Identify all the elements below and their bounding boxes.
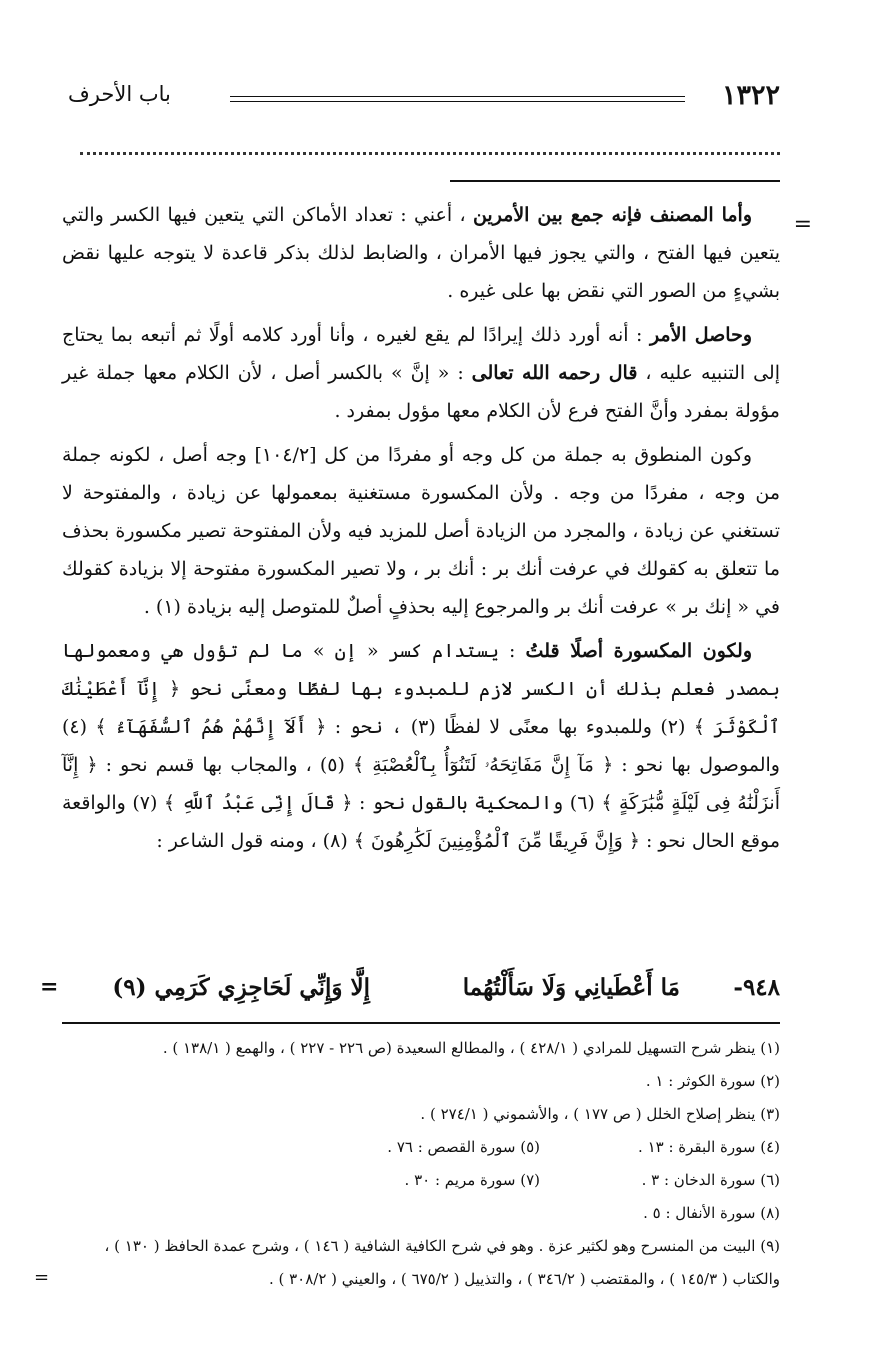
- footnote-3: (٣) ينظر إصلاح الخلل ( ص ١٧٧ ) ، والأشموني ( ٢٧٤/١ ) .: [420, 1105, 780, 1123]
- running-title: باب الأحرف: [68, 82, 171, 106]
- footnote-5: (٥) سورة القصص : ٧٦ .: [387, 1138, 540, 1156]
- poetry-verse: [40, 974, 780, 1014]
- paragraph-text: : أنه أورد ذلك إيرادًا لم يقع لغيره ، وأنا أورد كلامه أولًا ثم أتبعه بما يحتاج إلى التنبيه عليه ،: [62, 324, 780, 384]
- paragraph-text: وكون المنطوق به جملة من كل وجه أو مفردًا من كل [١٠٤/٢] وجه أصل ، لكونه جملة من وجه ، مفردًا من وجه . ولأن المكسورة مستغنية بمعمولها عن زيادة ، والمفتوحة لا تستغني عن زيادة ، والمجرد من الزيادة أصل للمزيد فيه ولأن المفتوحة تصير مكسورة بحذف ما تتعلق به كقولك في عرفت أنك بر : أنك بر ، ولا تصير المكسورة مفتوحة إلا بزيادة كقولك في « إنك بر » عرفت أنك بر والمرجوع إليه بحذفٍ أصلٌ للمتوصل إليه بزيادة (١) .: [62, 444, 780, 618]
- footnote-1: (١) ينظر شرح التسهيل للمرادي ( ٤٢٨/١ ) ، والمطالع السعيدة (ص ٢٢٦ - ٢٢٧ ) ، والهمع ( ١٣٨/١ ) .: [162, 1039, 780, 1057]
- verse-continuation-mark: =: [40, 974, 59, 1000]
- paragraph-text: : « إنَّ » بالكسر أصل ، لأن الكلام معها جملة غير مؤولة بمفرد وأنَّ الفتح فرع لأن الكلام معها مؤول بمفرد .: [62, 362, 780, 422]
- verse-number: ٩٤٨-: [733, 974, 780, 1001]
- footnote-row: [62, 1131, 780, 1164]
- paragraph-text: ، أعني : تعداد الأماكن التي يتعين فيها الكسر والتي يتعين فيها الفتح ، والتي يجوز فيها الأمران ، والضابط لذلك بذكر قاعدة لا يتوجه عليها نقض بشيءٍ من الصور التي نقض بها على غيره .: [62, 204, 780, 302]
- page-number: ١٣٢٢: [721, 80, 780, 111]
- page-header: [60, 80, 780, 116]
- footnote-7: (٧) سورة مريم : ٣٠ .: [404, 1171, 540, 1189]
- footnote-8: (٨) سورة الأنفال : ٥ .: [643, 1204, 780, 1222]
- header-double-rule: [230, 96, 685, 102]
- section-rule: [450, 180, 780, 182]
- continuation-mark: =: [793, 212, 812, 237]
- footnote-2: (٢) سورة الكوثر : ١ .: [645, 1072, 780, 1090]
- paragraph-1: [62, 196, 780, 310]
- paragraph-2: [62, 316, 780, 430]
- footnotes: [34, 1032, 780, 1296]
- footnote-6: (٦) سورة الدخان : ٣ .: [641, 1171, 780, 1189]
- paragraph-4: [62, 632, 780, 860]
- bold-lead: وأما المصنف فإنه جمع بين الأمرين: [472, 204, 752, 226]
- paragraph-3: [62, 436, 780, 626]
- footnote-rule: [62, 1022, 780, 1024]
- verse-first-hemistich: مَا أَعْطَيانِي وَلَا سَأَلْتُهُما: [462, 974, 680, 1001]
- bold-lead: ولكون المكسورة أصلًا قلتُ: [525, 640, 752, 662]
- footnote-9: (٩) البيت من المنسرح وهو لكثير عزة . وهو في شرح الكافية الشافية ( ١٤٦ ) ، وشرح عمدة الحافظ ( ١٣٠ ) ، والكتاب ( ١٤٥/٣ ) ، والمقتضب ( ٣٤٦/٢ ) ، والتذييل ( ٦٧٥/٢ ) ، والعيني ( ٣٠٨/٢ ) .: [104, 1237, 780, 1288]
- footnote-4: (٤) سورة البقرة : ١٣ .: [638, 1138, 780, 1156]
- bold-quote-lead: قال رحمه الله تعالى: [471, 362, 638, 384]
- bold-lead: وحاصل الأمر: [649, 324, 752, 346]
- footnote-row: [62, 1164, 780, 1197]
- main-text: [62, 196, 812, 866]
- footnote-continuation-mark: =: [34, 1267, 50, 1288]
- dotted-separator: [80, 152, 780, 155]
- verse-second-hemistich: إِلَّا وَإِنِّي لَحَاجِزِي كَرَمِي (٩): [112, 974, 370, 1001]
- paragraph-text: : يستدام كسر « إن » ما لم تؤول هي ومعمولها بمصدر فعلم بذلك أن الكسر لازم للمبدوء بها لفظًا ومعنًى نحو ﴿ إِنَّآ أَعْطَيْنَٰكَ ٱلْكَوْثَرَ ﴾ (٢) وللمبدوء بها معنًى لا لفظًا (٣) ، نحو : ﴿ أَلَآ إِنَّهُمْ هُمُ ٱلسُّفَهَآءُ ﴾ (٤) والموصول بها نحو : ﴿ مَآ إِنَّ مَفَاتِحَهُۥ لَتَنُوٓأُ بِٱلْعُصْبَةِ ﴾ (٥) ، والمجاب بها قسم نحو : ﴿ إِنَّآ أَنزَلْنَٰهُ فِى لَيْلَةٍ مُّبَٰرَكَةٍ ﴾ (٦) والمحكية بالقول نحو : ﴿ قَالَ إِنِّى عَبْدُ ٱللَّهِ ﴾ (٧) والواقعة موقع الحال نحو : ﴿ وَإِنَّ فَرِيقًا مِّنَ ٱلْمُؤْمِنِينَ لَكَٰرِهُونَ ﴾ (٨) ، ومنه قول الشاعر :: [62, 640, 780, 852]
